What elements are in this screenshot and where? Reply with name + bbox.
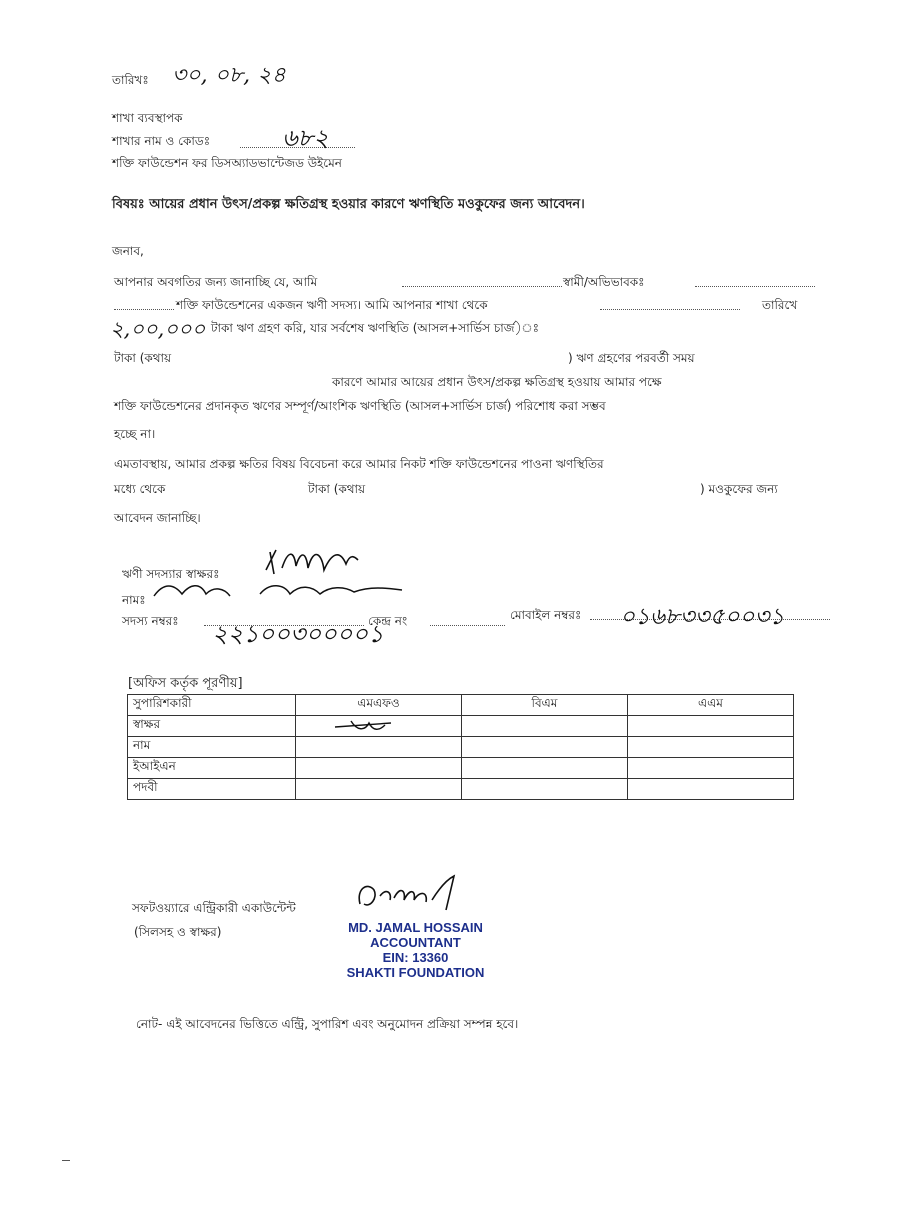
member-signature-label: ঋণী সদস্যার স্বাক্ষরঃ xyxy=(122,567,220,581)
table-cell xyxy=(628,779,794,800)
loan-amount-handwritten: ২,০০,০০০ xyxy=(110,317,206,341)
table-cell xyxy=(628,737,794,758)
member-number-label: সদস্য নম্বরঃ xyxy=(122,614,179,628)
body-text: ) ঋণ গ্রহণের পরবর্তী সময় xyxy=(568,351,695,365)
body-text: টাকা (কথায় xyxy=(114,351,172,365)
body-text: আপনার অবগতির জন্য জানাচ্ছি যে, আমি xyxy=(114,275,318,289)
member-name-handwriting xyxy=(150,578,410,608)
salutation: জনাব, xyxy=(112,244,144,258)
branch-code-value: ৬৮২ xyxy=(282,124,329,152)
accountant-stamp xyxy=(328,920,503,980)
table-cell xyxy=(628,758,794,779)
row-label: ইআইএন xyxy=(128,758,296,779)
loan-date-dotted-line xyxy=(600,309,740,310)
stamp-name: MD. JAMAL HOSSAIN xyxy=(348,920,483,935)
table-cell xyxy=(296,779,462,800)
table-cell xyxy=(296,758,462,779)
table-header-cell: এমএফও xyxy=(296,695,462,716)
guardian-dotted-line xyxy=(695,286,815,287)
center-number-label: কেন্দ্র নং xyxy=(368,614,408,628)
table-header-cell: বিএম xyxy=(462,695,628,716)
branch-manager-line: শাখা ব্যবস্থাপক xyxy=(112,111,183,125)
guardian-label: স্বামী/অভিভাবকঃ xyxy=(563,275,645,289)
stamp-ein: EIN: 13360 xyxy=(382,950,449,965)
blank-dotted-line xyxy=(114,309,174,310)
branch-name-label: শাখার নাম ও কোডঃ xyxy=(112,134,211,148)
body-text: মধ্যে থেকে xyxy=(114,482,166,496)
stamp-organization: SHAKTI FOUNDATION xyxy=(346,965,485,980)
table-cell xyxy=(628,716,794,737)
mobile-number-handwritten: ০১৬৮৩৩৫০০৩১ xyxy=(620,604,785,630)
table-row xyxy=(128,758,794,779)
name-dotted-line xyxy=(402,286,562,287)
organization-line: শক্তি ফাউন্ডেশন ফর ডিসঅ্যাডভান্টেজড উইমেন xyxy=(112,156,342,170)
table-cell xyxy=(462,716,628,737)
body-text: কারণে আমার আয়ের প্রধান উৎস/প্রকল্প ক্ষতিগ্রস্থ হওয়ায় আমার পক্ষে xyxy=(332,375,662,389)
body-text: আবেদন জানাচ্ছি। xyxy=(114,511,201,525)
subject-line: বিষয়ঃ আয়ের প্রধান উৎস/প্রকল্প ক্ষতিগ্রস্থ হওয়ার কারণে ঋণস্থিতি মওকুফের জন্য আবেদন। xyxy=(112,197,585,212)
office-recommendation-table xyxy=(127,694,794,800)
body-text: টাকা (কথায় xyxy=(308,482,366,496)
body-text: শক্তি ফাউন্ডেশনের প্রদানকৃত ঋণের সম্পূর্ণ/আংশিক ঋণস্থিতি (আসল+সার্ভিস চার্জ) পরিশোধ করা সম্ভব xyxy=(114,399,606,413)
member-number-handwritten: ২২১০০৩০০০০১ xyxy=(212,620,384,648)
date-label: তারিখঃ xyxy=(112,73,149,87)
table-cell xyxy=(462,758,628,779)
member-name-label: নামঃ xyxy=(122,593,146,607)
row-label: নাম xyxy=(128,737,296,758)
body-text: ) মওকুফের জন্য xyxy=(700,482,778,496)
mfo-signature-scribble xyxy=(331,717,411,735)
row-label: পদবী xyxy=(128,779,296,800)
table-row xyxy=(128,737,794,758)
table-row xyxy=(128,716,794,737)
accountant-label: সফটওয়্যারে এন্ট্রিকারী একাউন্টেন্ট xyxy=(132,901,296,915)
mobile-number-label: মোবাইল নম্বরঃ xyxy=(510,608,582,622)
table-header-cell: সুপারিশকারী xyxy=(128,695,296,716)
accountant-signature-scribble xyxy=(350,874,470,918)
center-number-dotted-line xyxy=(430,625,505,626)
stamp-title: ACCOUNTANT xyxy=(370,935,461,950)
table-cell xyxy=(462,779,628,800)
mfo-signature-cell xyxy=(296,716,462,737)
row-label: স্বাক্ষর xyxy=(128,716,296,737)
table-header-cell: এএম xyxy=(628,695,794,716)
scan-mark xyxy=(62,1160,70,1161)
body-text: টাকা ঋণ গ্রহণ করি, যার সর্বশেষ ঋণস্থিতি (আসল+সার্ভিস চার্জ)ঃ xyxy=(211,321,540,335)
table-row xyxy=(128,779,794,800)
office-use-heading: [অফিস কর্তৃক পূরণীয়] xyxy=(128,676,243,691)
table-cell xyxy=(462,737,628,758)
body-text: তারিখে xyxy=(762,298,798,312)
body-text: শক্তি ফাউন্ডেশনের একজন ঋণী সদস্য। আমি আপনার শাখা থেকে xyxy=(176,298,488,312)
accountant-seal-instruction: (সিলসহ ও স্বাক্ষর) xyxy=(134,925,222,939)
member-signature-scribble xyxy=(262,540,362,580)
footer-note: নোট- এই আবেদনের ভিত্তিতে এন্ট্রি, সুপারিশ এবং অনুমোদন প্রক্রিয়া সম্পন্ন হবে। xyxy=(136,1017,519,1031)
body-text: হচ্ছে না। xyxy=(114,427,156,441)
table-cell xyxy=(296,737,462,758)
date-value: ৩০, ০৮, ২৪ xyxy=(172,63,286,88)
body-text: এমতাবস্থায়, আমার প্রকল্প ক্ষতির বিষয় বিবেচনা করে আমার নিকট শক্তি ফাউন্ডেশনের পাওনা ঋণস্থিতির xyxy=(114,457,604,471)
table-header-row xyxy=(128,695,794,716)
